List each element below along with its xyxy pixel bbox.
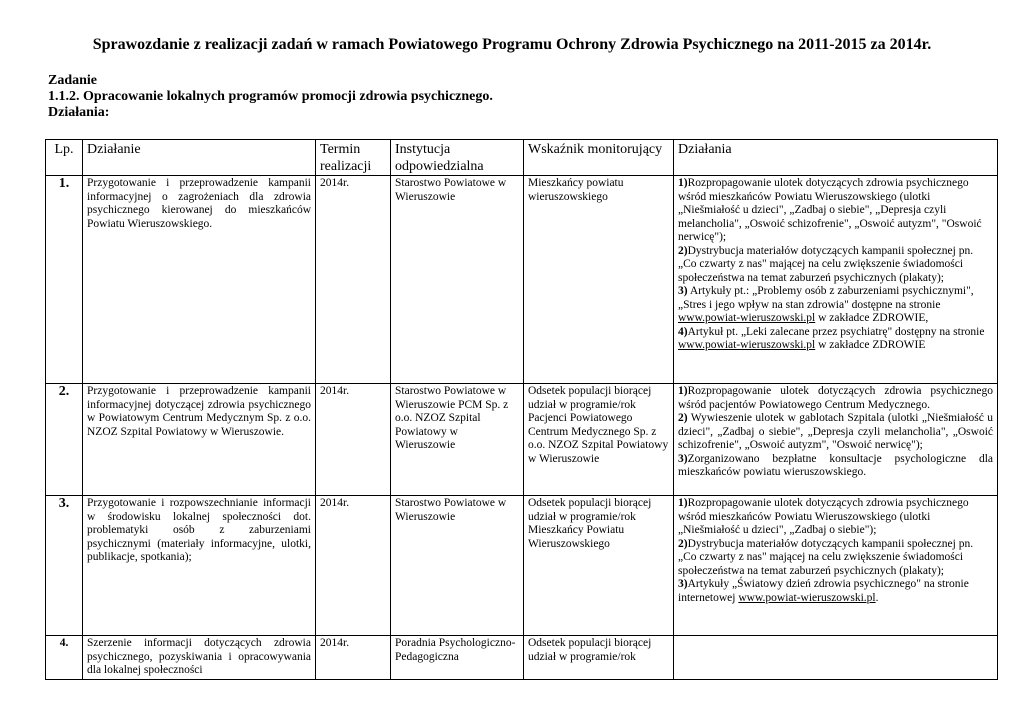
document-title: Sprawozdanie z realizacji zadań w ramach Powiatowego Programu Ochrony Zdrowia Psychicznego na 2011-2015 za 2014r. [92, 36, 932, 53]
table-row [46, 496, 998, 636]
report-table [45, 139, 998, 680]
action-item-number: 1) [678, 385, 688, 397]
action-item-text: Dystrybucja materiałów dotyczących kampanii społecznej pn. „Co czwarty z nas" mającej na celu zwiększenie świadomości społeczeństwa na temat zaburzeń psychicznych (plakaty); [678, 537, 974, 577]
task-label: Zadanie [48, 73, 98, 88]
action-item [678, 538, 993, 579]
row-deadline: 2014r. [316, 176, 391, 384]
action-item-number: 2) [678, 244, 688, 257]
actions-label: Działania: [48, 105, 110, 120]
row-actions [674, 176, 998, 384]
action-item-text-tail: w zakładce ZDROWIE, [815, 312, 929, 324]
table-row [46, 384, 998, 496]
action-item-number: 3) [678, 452, 688, 465]
action-item-number: 1) [678, 497, 688, 509]
action-item-text: Wywieszenie ulotek w gablotach Szpitala (ulotki „Niešmiałość u dzieci", „Zadbaj o siebie", „Depresja czyli melancholia", „Oswoić schizofrenie", „Oswoić autyzm", "Oswoić nerwicę"); [678, 412, 993, 451]
row-actions [674, 496, 998, 636]
action-item [678, 285, 993, 326]
row-action-description: Przygotowanie i przeprowadzenie kampanii informacyjnej dotyczącej zdrowia psychicznego w Powiatowym Centrum Medycznym Sp. z o.o. NZOZ Szpital Powiatowy w Wieruszowie. [83, 384, 316, 496]
action-item-text: Artykuły pt.: „Problemy osób z zaburzeniami psychicznymi", „Stres i jego wpływ na stan zdrowia" dostępne na stronie [678, 285, 974, 311]
row-deadline: 2014r. [316, 636, 391, 680]
header-wskaznik: Wskaźnik monitorujący [524, 140, 674, 176]
table-row [46, 176, 998, 384]
row-actions [674, 636, 998, 680]
row-indicator: Odsetek populacji biorącej udział w programie/rok Pacjenci Powiatowego Centrum Medycznego Sp. z o.o. NZOZ Szpital Powiatowy w Wieruszowie [524, 384, 674, 496]
task-heading [48, 73, 493, 121]
action-item-text: Zorganizowano bezpłatne konsultacje psychologiczne dla mieszkańców powiatu wieruszowskiego. [678, 452, 993, 478]
action-item-number: 3) [678, 285, 688, 297]
action-item-text: Rozpropagowanie ulotek dotyczących zdrowia psychicznego wśród mieszkańców Powiatu Wieruszowskiego (ulotki „Niešmiałość u dzieci", „Zadbaj o siebie", „Depresja czyli melancholia", „Oswoić schizofrenie", „Oswoić autyzm", "Oswoić nerwicę"); [678, 177, 982, 243]
website-link[interactable]: www.powiat-wieruszowski.pl [738, 591, 876, 604]
action-item-text: Dystrybucja materiałów dotyczących kampanii społecznej pn. „Co czwarty z nas" mającej na celu zwiększenie świadomości społeczeństwa na temat zaburzeń psychicznych (plakaty); [678, 244, 974, 284]
row-institution: Poradnia Psychologiczno-Pedagogiczna [391, 636, 524, 680]
row-institution: Starostwo Powiatowe w Wieruszowie [391, 496, 524, 636]
action-item [678, 412, 993, 453]
row-indicator: Mieszkańcy powiatu wieruszowskiego [524, 176, 674, 384]
action-item [678, 497, 993, 538]
action-item-text-tail: . [875, 591, 879, 604]
row-action-description: Szerzenie informacji dotyczących zdrowia psychicznego, pozyskiwania i opracowywania dla lokalnej społeczności [83, 636, 316, 680]
website-link[interactable]: www.powiat-wieruszowski.pl [678, 312, 816, 324]
action-item-text: Rozpropagowanie ulotek dotyczących zdrowia psychicznego wśród mieszkańców Powiatu Wieruszowskiego (ulotki „Niešmiałość u dzieci", „Zadbaj o siebie"); [678, 497, 969, 536]
row-deadline: 2014r. [316, 384, 391, 496]
action-item [678, 326, 993, 353]
action-item [678, 453, 993, 480]
action-item-text: Rozpropagowanie ulotek dotyczących zdrowia psychicznego wśród pacjentów Powiatowego Centrum Medycznego. [678, 385, 993, 411]
website-link[interactable]: www.powiat-wieruszowski.pl [678, 339, 816, 351]
row-institution: Starostwo Powiatowe w Wieruszowie [391, 176, 524, 384]
row-institution: Starostwo Powiatowe w Wieruszowie PCM Sp. z o.o. NZOZ Szpital Powiatowy w Wieruszowie [391, 384, 524, 496]
header-lp: Lp. [46, 140, 83, 176]
row-deadline: 2014r. [316, 496, 391, 636]
action-item-text: Artykuł pt. „Leki zalecane przez psychiatrę" dostępny na stronie [687, 325, 985, 338]
action-item [678, 177, 993, 245]
action-item-number: 4) [678, 325, 688, 338]
row-indicator: Odsetek populacji biorącej udział w programie/rok Mieszkańcy Powiatu Wieruszowskiego [524, 496, 674, 636]
row-action-description: Przygotowanie i przeprowadzenie kampanii informacyjnej o zagrożeniach dla zdrowia psychicznego kierowanej do mieszkańców Powiatu Wieruszowskiego. [83, 176, 316, 384]
row-indicator: Odsetek populacji biorącej udział w programie/rok [524, 636, 674, 680]
task-name: 1.1.2. Opracowanie lokalnych programów promocji zdrowia psychicznego. [48, 89, 493, 104]
table-header-row [46, 140, 998, 176]
header-instytucja: Instytucja odpowiedzialna [391, 140, 524, 176]
action-item-number: 1) [678, 177, 688, 189]
row-number: 1. [46, 176, 83, 384]
action-item [678, 578, 993, 605]
header-termin: Termin realizacji [316, 140, 391, 176]
header-dzialanie: Działanie [83, 140, 316, 176]
row-number: 3. [46, 496, 83, 636]
action-item-text-tail: w zakładce ZDROWIE [815, 339, 926, 351]
row-action-description: Przygotowanie i rozpowszechnianie informacji w środowisku lokalnej społeczności dot. problematyki osób z zaburzeniami psychicznymi (materiały informacyjne, ulotki, publikacje, spotkania); [83, 496, 316, 636]
action-item [678, 245, 993, 286]
row-actions [674, 384, 998, 496]
action-item-text: Artykuły „Światowy dzień zdrowia psychicznego" na stronie internetowej [678, 578, 969, 604]
table-row [46, 636, 998, 680]
header-dzialania: Działania [674, 140, 998, 176]
action-item-number: 3) [678, 578, 688, 590]
row-number: 2. [46, 384, 83, 496]
action-item [678, 385, 993, 412]
row-number: 4. [46, 636, 83, 680]
action-item-number: 2) [678, 537, 688, 550]
action-item-number: 2) [678, 412, 688, 424]
